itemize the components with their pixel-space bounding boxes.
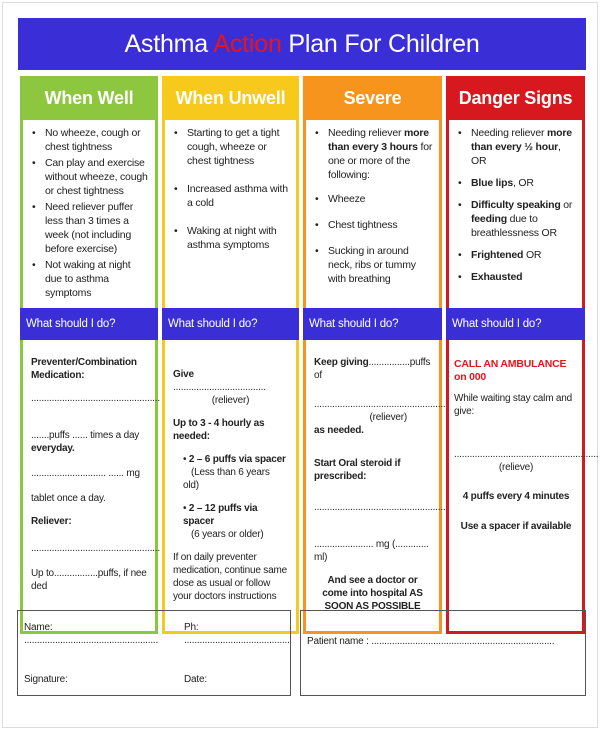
see-doctor: And see a doctor or come into hospital AS SOON AS POSSIBLE [322,575,423,612]
list-item: • Can play and exercise without wheeze, cough or chest tightness [29,156,149,198]
list-item: • Increased asthma with a cold [171,182,290,210]
list-item: • Exhausted [455,270,576,284]
steroid-blank[interactable]: ................................................... [314,502,446,513]
contact-box [17,610,291,696]
patient-name-field[interactable]: Patient name : ....................................................................... [307,636,555,647]
reliever-label: Reliever: [31,516,72,527]
what-should-i-do-bar: What should I do? [303,308,442,340]
list-item: • Starting to get a tight cough, wheeze or chest tightness [171,126,290,168]
mg-blank[interactable]: ....................... mg (.............ml) [314,539,429,563]
list-item: • No wheeze, cough or chest tightness [29,126,149,154]
list-item: • Difficulty speaking or feeding due to breathlessness OR [455,198,576,240]
keep-giving: Keep giving [314,357,369,368]
reliever-note: (reliever) [211,395,250,406]
reliever-blank[interactable]: ................................................... [314,399,446,410]
phone-field[interactable]: Ph: ......................................... [184,622,290,646]
preventer-label: Preventer/Combination Medication: [31,357,137,381]
what-should-i-do-bar: What should I do? [446,308,585,340]
list-item: • Blue lips, OR [455,176,576,190]
dose-6-plus: 2 – 12 puffs via spacer [183,503,258,527]
signature-field[interactable]: Signature: [24,674,68,685]
when-well-symptoms [20,120,158,308]
list-item: • Wheeze [312,192,433,206]
what-should-i-do-bar: What should I do? [162,308,299,340]
danger-actions [446,340,599,634]
when-unwell-symptoms [162,120,299,308]
title-text: Asthma [124,30,214,58]
list-item: • Frightened OR [455,248,576,262]
list-item: • Chest tightness [312,218,433,232]
puffs-every-4-minutes: 4 puffs every 4 minutes [462,491,570,502]
heading-when-well: When Well [20,76,158,120]
tablet-text: tablet once a day. [31,493,106,504]
use-spacer: Use a spacer if available [460,521,572,532]
reliever-note: (relieve) [498,462,534,473]
severe-actions [303,340,446,634]
reliever-blank[interactable]: ........................................................ [454,449,599,460]
keep-giving-blank[interactable]: ................puffs of [314,357,431,381]
patient-box [300,610,586,696]
list-item: • Not waking at night due to asthma symptoms [29,258,149,300]
puffs-line[interactable]: .......puffs ...... times a day [31,430,140,441]
call-ambulance: CALL AN AMBULANCE on 000 [454,358,567,383]
title-text-end: Plan For Children [281,30,480,58]
dose-under-6: 2 – 6 puffs via spacer [188,454,286,465]
as-needed: as needed. [314,425,364,436]
list-item: • Sucking in around neck, ribs or tummy with breathing [312,244,433,286]
reliever-note: (reliever) [369,412,407,423]
heading-severe: Severe [303,76,442,120]
list-item: • Waking at night with asthma symptoms [171,224,290,252]
oral-steroid: Start Oral steroid if prescribed: [314,458,401,482]
mg-line[interactable]: ............................. ...... mg [31,468,140,479]
upto-line[interactable]: Up to.................puffs, if needed [31,568,147,592]
heading-danger-signs: Danger Signs [446,76,585,120]
give-label: Give [173,369,194,380]
dose-note: (6 years or older) [191,529,264,540]
date-field[interactable]: Date: [184,674,207,685]
title-accent: Action [213,30,282,58]
list-item: • Need reliever puffer less than 3 times a week (not including before exercise) [29,200,149,256]
list-item: • Needing reliever more than every ½ hour, OR [455,126,576,168]
what-should-i-do-bar: What should I do? [20,308,158,340]
name-field[interactable]: Name: .................................................... [24,622,159,646]
upto-hourly: Up to 3 - 4 hourly as needed: [173,418,265,442]
when-well-actions [20,340,158,634]
preventer-blank[interactable]: .................................................. [31,393,160,404]
dose-note: (Less than 6 years old) [183,467,270,491]
list-item: • Needing reliever more than every 3 hours for one or more of the following: [312,126,433,182]
danger-symptoms [446,120,585,308]
reliever-blank[interactable]: .................................................. [31,543,160,554]
preventer-note: If on daily preventer medication, continue same dose as usual or follow your doctors instructions [173,552,287,602]
action-plan-grid [20,76,599,634]
heading-when-unwell: When Unwell [162,76,299,120]
give-blank[interactable]: .................................... [173,382,266,393]
severe-symptoms [303,120,442,308]
everyday: everyday. [31,443,75,454]
waiting-text: While waiting stay calm and give: [454,393,572,417]
when-unwell-actions: Give .................................... (reliever) Up to 3 - 4 hourly as needed: • 2 – 6 puffs via spacer (Less than 6 years old) • 2 – 12 puffs via spacer (6 years or older) If on daily preventer medication, continue same dose as usual or follow your doctors instructions [162,340,299,634]
page-title [18,18,586,70]
